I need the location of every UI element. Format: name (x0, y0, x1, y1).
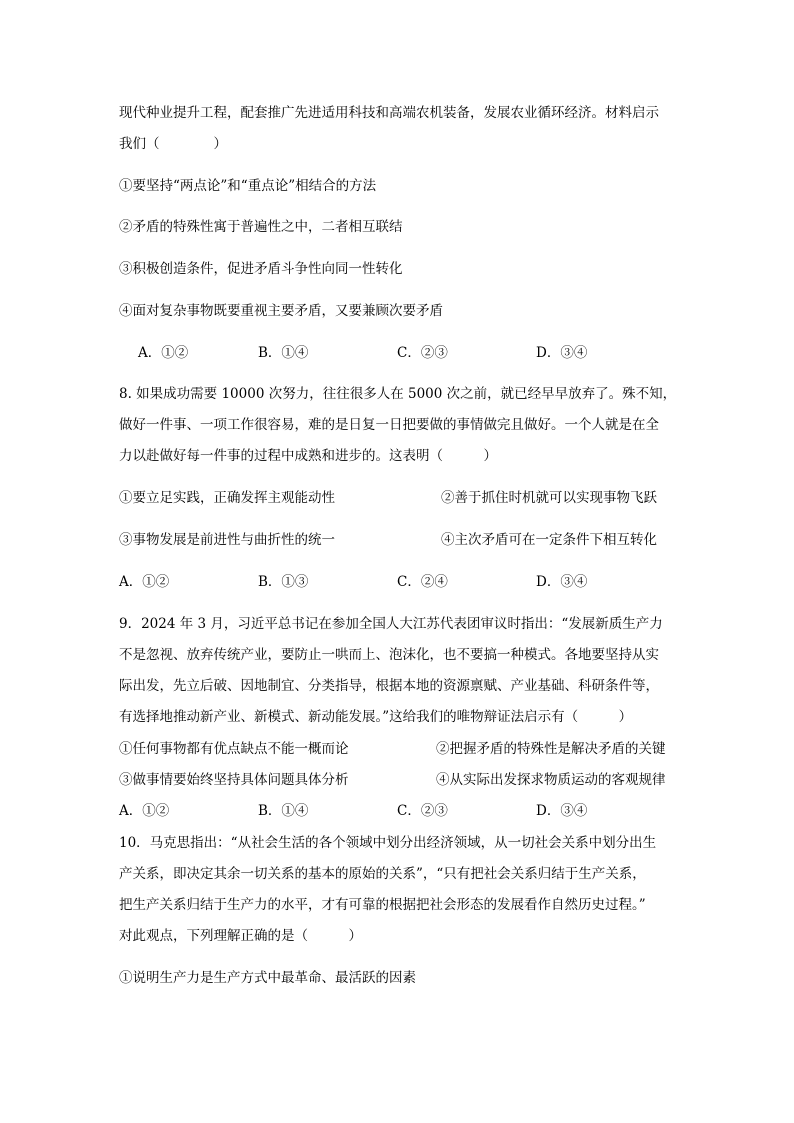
q9-item: ③做事情要始终坚持具体问题具体分析 (119, 772, 349, 788)
choice-d[interactable]: D．③④ (536, 574, 588, 590)
q9-stem-line: 不是忽视、放弃传统产业，要防止一哄而上、泡沫化，也不要搞一种模式。各地要坚持从实 (119, 647, 659, 663)
q9-stem-line: 有选择地推动新产业、新模式、新动能发展。”这给我们的唯物辩证法启示有（ ） (119, 709, 633, 725)
choice-b[interactable]: B．①③ (258, 574, 309, 590)
q7-item: ③积极创造条件，促进矛盾斗争性向同一性转化 (119, 261, 403, 277)
q10-stem-line: 把生产关系归结于生产力的水平，才有可靠的根据把社会形态的发展看作自然历史过程。” (119, 897, 646, 913)
choice-a[interactable]: A．①② (119, 574, 170, 590)
choice-c[interactable]: C．②③ (397, 803, 448, 819)
q10-stem-line: 10．马克思指出：“从社会生活的各个领域中划分出经济领域，从一切社会关系中划分出生 (119, 835, 657, 851)
choice-d[interactable]: D．③④ (536, 345, 588, 361)
q10-item: ①说明生产力是生产方式中最革命、最活跃的因素 (119, 970, 416, 986)
q9-stem-line: 9．2024 年 3 月，习近平总书记在参加全国人大江苏代表团审议时指出：“发展新质生产力 (119, 616, 663, 632)
q7-item: ④面对复杂事物既要重视主要矛盾，又要兼顾次要矛盾 (119, 303, 443, 319)
q7-stem-line: 现代种业提升工程，配套推广先进适用科技和高端农机装备，发展农业循环经济。材料启示 (119, 105, 659, 121)
choice-a[interactable]: A．①② (138, 345, 189, 361)
q8-stem-line: 8. 如果成功需要 10000 次努力，往往很多人在 5000 次之前，就已经早早放弃了。殊不知， (119, 386, 677, 402)
choice-b[interactable]: B．①④ (258, 345, 309, 361)
q9-stem-line: 际出发，先立后破、因地制宜、分类指导，根据本地的资源禀赋、产业基础、科研条件等， (119, 678, 659, 694)
q9-item: ②把握矛盾的特殊性是解决矛盾的关键 (436, 741, 666, 757)
q10-stem-line: 对此观点，下列理解正确的是（ ） (119, 928, 362, 944)
q8-item: ②善于抓住时机就可以实现事物飞跃 (441, 490, 657, 506)
choice-b[interactable]: B．①④ (258, 803, 309, 819)
q7-stem-line: 我们（ ） (119, 136, 227, 152)
q7-item: ①要坚持“两点论”和“重点论”相结合的方法 (119, 178, 377, 194)
choice-d[interactable]: D．③④ (536, 803, 588, 819)
q10-stem-line: 产关系，即决定其余一切关系的基本的原始的关系”，“只有把社会关系归结于生产关系， (119, 866, 646, 882)
q8-item: ④主次矛盾可在一定条件下相互转化 (441, 532, 657, 548)
q8-stem-line: 做好一件事、一项工作很容易，难的是日复一日把要做的事情做完且做好。一个人就是在全 (119, 417, 659, 433)
q8-stem-line: 力以赴做好每一件事的过程中成熟和进步的。这表明（ ） (119, 448, 497, 464)
choice-c[interactable]: C．②③ (397, 345, 448, 361)
q8-item: ③事物发展是前进性与曲折性的统一 (119, 532, 335, 548)
choice-c[interactable]: C．②④ (397, 574, 448, 590)
q9-item: ④从实际出发探求物质运动的客观规律 (436, 772, 666, 788)
q9-item: ①任何事物都有优点缺点不能一概而论 (119, 741, 349, 757)
q8-item: ①要立足实践，正确发挥主观能动性 (119, 490, 335, 506)
q7-item: ②矛盾的特殊性寓于普遍性之中，二者相互联结 (119, 219, 403, 235)
choice-a[interactable]: A．①② (119, 803, 170, 819)
